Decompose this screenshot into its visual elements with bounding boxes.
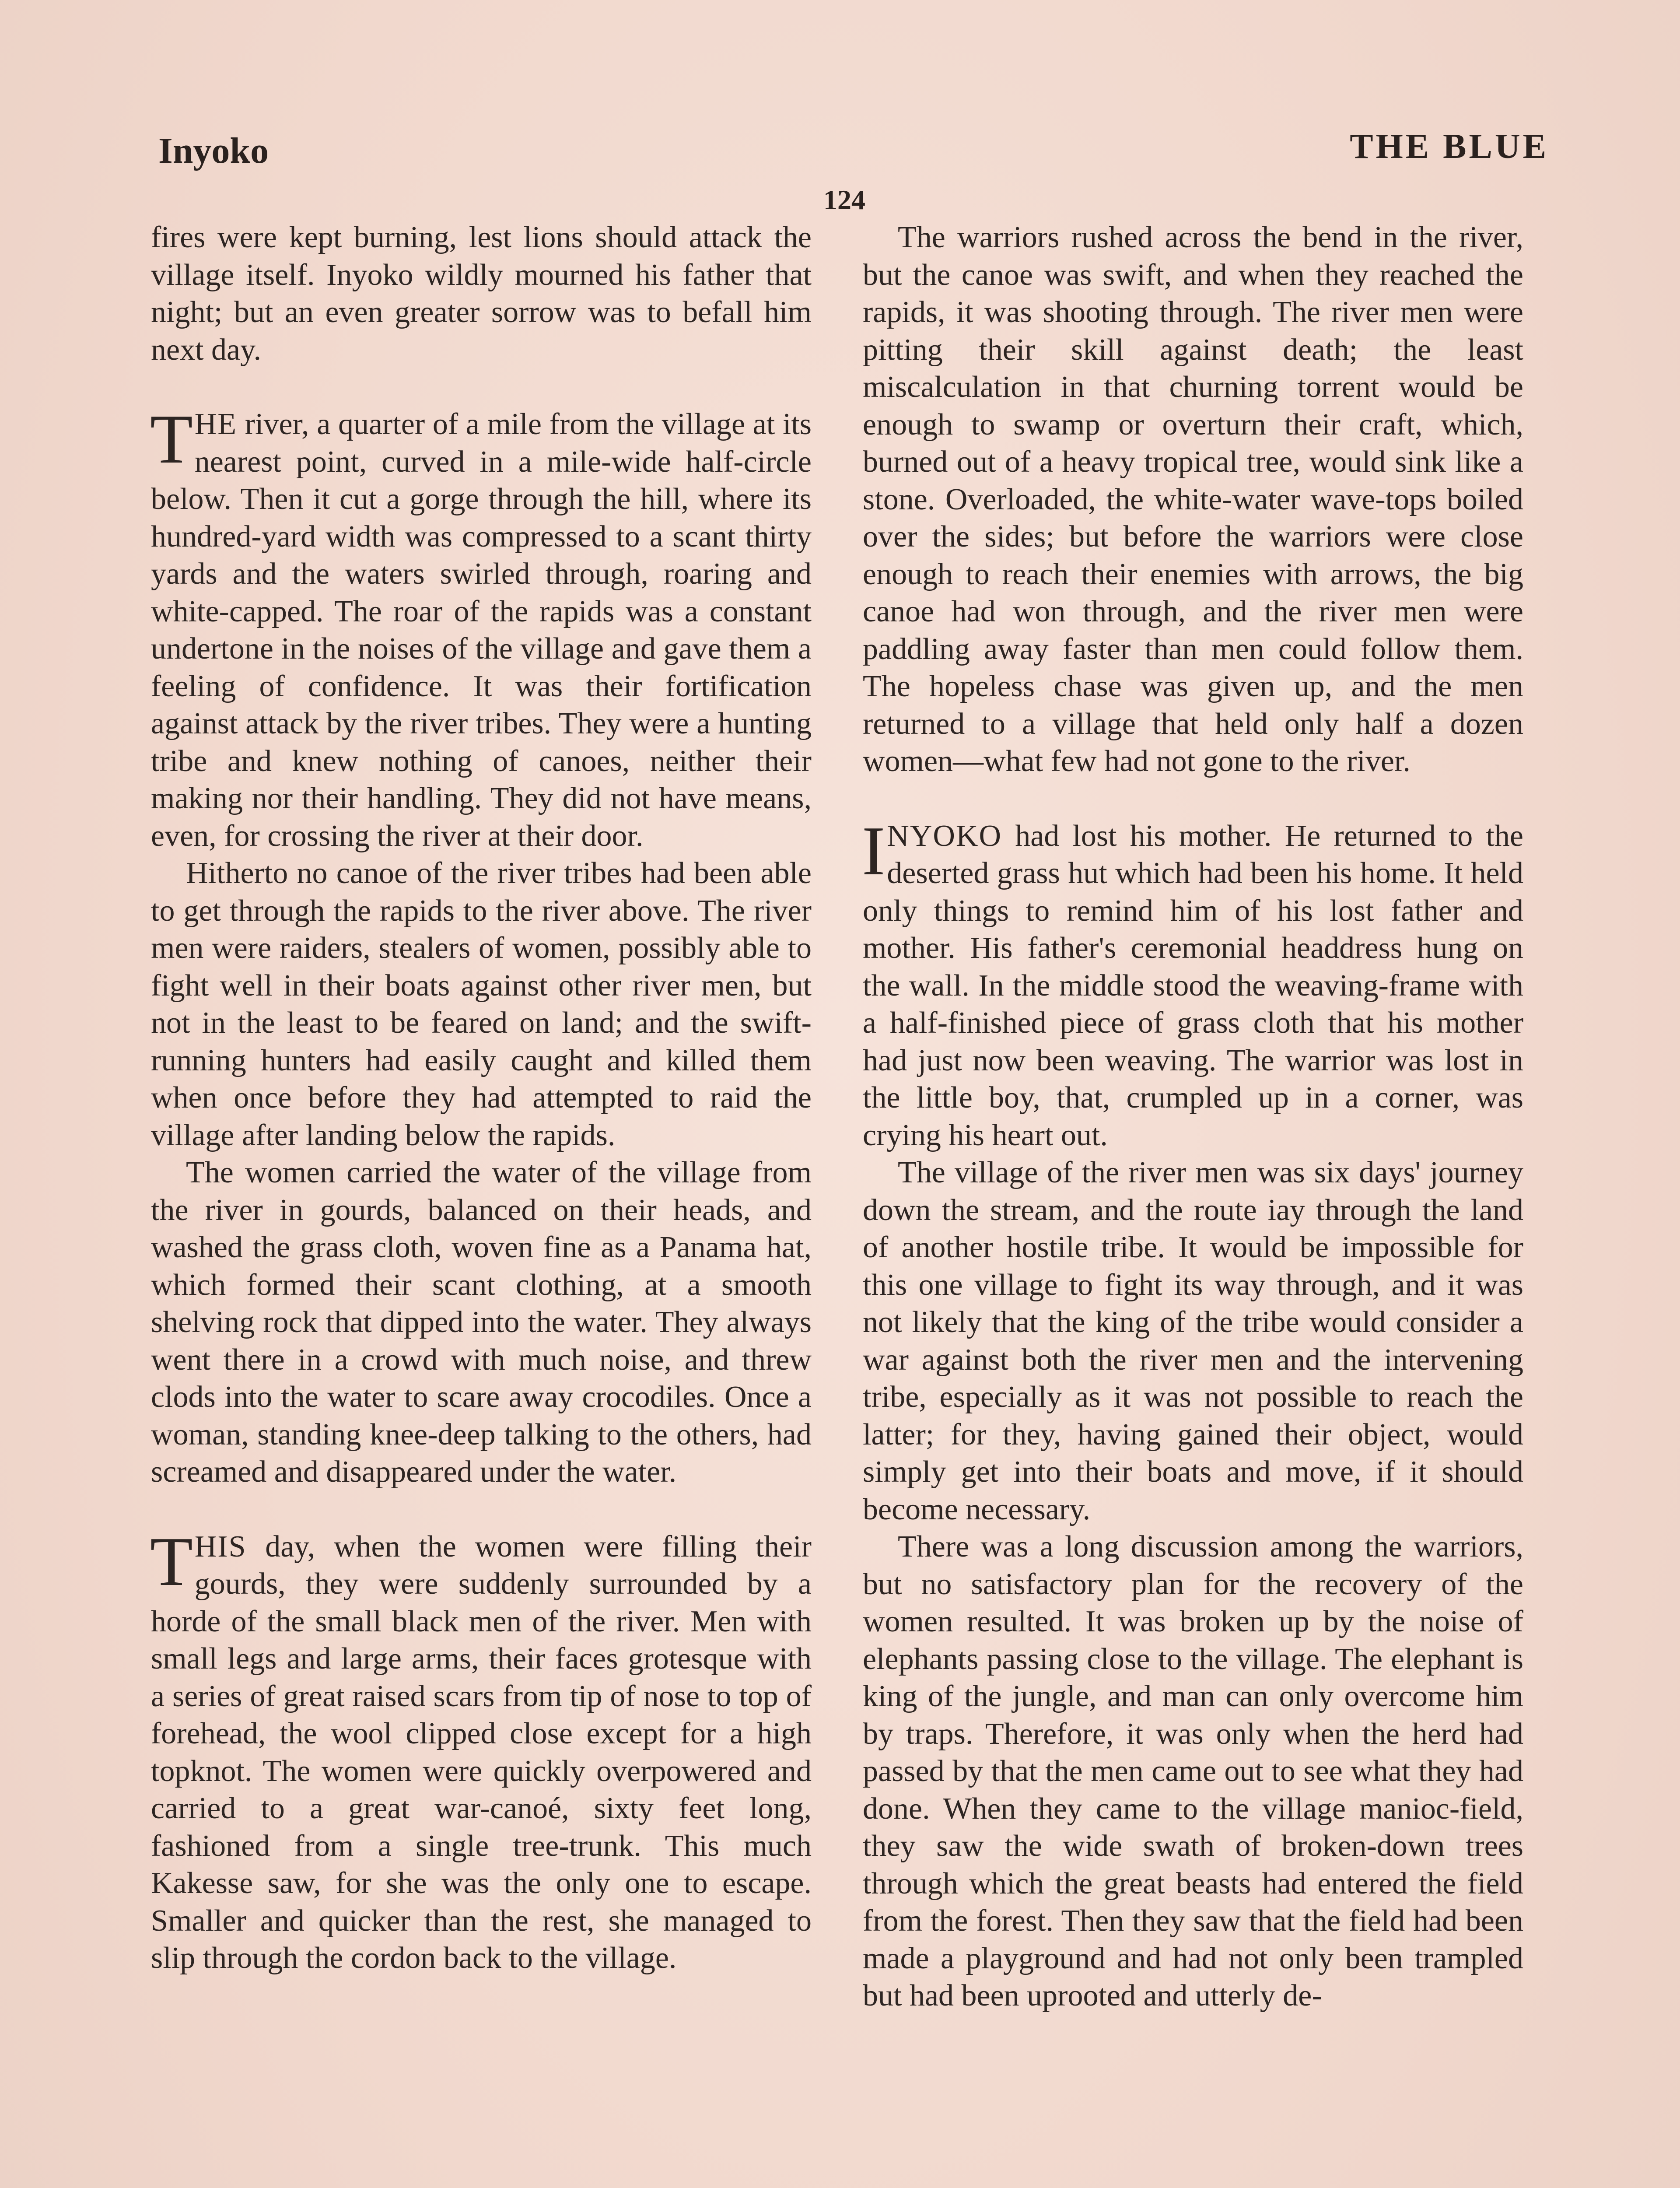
lead-caps: HIS [194, 1529, 247, 1564]
paragraph: The warriors rushed across the bend in the river, but the canoe was swift, and when they reached the rapids, it was shooting through. The river men were pitting their skill against death; the least miscalculation in that churning torrent would be enough to swamp or overturn their craft, which, burned out of a heavy tropical tree, would sink like a stone. Overloaded, the white-water wave-tops boiled over the sides; but before the warriors were close enough to reach their enemies with arrows, the big canoe had won through, and the river men were paddling away faster than men could follow them. The hopeless chase was given up, and the men returned to a village that held only half a dozen women—what few had not gone to the river. [863, 221, 1523, 778]
left-column [151, 219, 812, 1977]
paragraph [862, 811, 1523, 1154]
paragraph [150, 1522, 812, 1977]
drop-cap: I [862, 811, 886, 890]
paragraph-text: had lost his mother. He returned to the deserted grass hut which had been his home. It held only things to remind him of his lost father and mother. His father's ceremonial headdress hung on the wall. In the middle stood the weaving-frame with a half-finished piece of grass cloth that his mother had just now been weaving. The warrior was lost in the little boy, that, crumpled up in a corner, was crying his heart out. [863, 819, 1523, 1152]
paragraph: fires were kept burning, lest lions should attack the village itself. Inyoko wildly mourned his father that night; but an even greater sorrow was to befall him next day. [151, 221, 812, 367]
paragraph: Hitherto no canoe of the river tribes had been able to get through the rapids to the river above. The river men were raiders, stealers of women, possibly able to fight well in their boats against other river men, but not in the least to be feared on land; and the swift-running hunters had easily caught and killed them when once before they had attempted to raid the village after landing below the rapids. [151, 856, 812, 1152]
lead-caps: HE [194, 407, 238, 441]
paragraph: The village of the river men was six days' journey down the stream, and the route iay through the land of another hostile tribe. It would be impossible for this one village to fight its way through, and it was not likely that the king of the tribe would consider a war against both the river men and the intervening tribe, especially as it was not possible to reach the latter; for they, having gained their object, would simply get into their boats and move, if it should become necessary. [863, 1156, 1523, 1526]
page-number: 124 [823, 184, 865, 215]
right-column [863, 219, 1523, 2015]
paragraph: There was a long discussion among the warriors, but no satisfactory plan for the recovery of the women resulted. It was broken up by the noise of elephants passing close to the village. The elephant is king of the jungle, and man can only overcome him by traps. Therefore, it was only when the herd had passed by that the men came out to see what they had done. When they came to the village manioc-field, they saw the wide swath of broken-down trees through which the great beasts had entered the field from the forest. Then they saw that the field had been made a playground and had not only been trampled but had been uprooted and utterly de- [863, 1530, 1523, 2013]
drop-cap: T [150, 1522, 193, 1600]
paragraph-text: day, when the women were filling their gourds, they were suddenly surrounded by a horde of the small black men of the river. Men with small legs and large arms, their faces grotesque with a series of great raised scars from tip of nose to top of forehead, the wool clipped close except for a high topknot. The women were quickly overpowered and carried to a great war-canoé, sixty feet long, fashioned from a single tree-trunk. This much Kakesse saw, for she was the only one to escape. Smaller and quicker than the rest, she managed to slip through the cordon back to the village. [151, 1529, 812, 1975]
drop-cap: T [150, 400, 193, 478]
running-head-title: Inyoko [158, 130, 269, 171]
paragraph-text: river, a quarter of a mile from the village at its nearest point, curved in a mile-wide half-circle below. Then it cut a gorge through the hill, where its hundred-yard width was compressed to a scant thirty yards and the waters swirled through, roaring and white-capped. The roar of the rapids was a constant undertone in the noises of the village and gave them a feeling of confidence. It was their fortification against attack by the river tribes. They were a hunting tribe and knew nothing of canoes, neither their making nor their handling. They did not have means, even, for crossing the river at their door. [151, 407, 812, 853]
lead-caps: NYOKO [887, 819, 1002, 853]
running-head-magazine: THE BLUE [1350, 127, 1549, 166]
paragraph: The women carried the water of the village from the river in gourds, balanced on their heads, and washed the grass cloth, woven fine as a Panama hat, which formed their scant clothing, at a smooth shelving rock that dipped into the water. They always went there in a crowd with much noise, and threw clods into the water to scare away crocodiles. Once a woman, standing knee-deep talking to the others, had screamed and disappeared under the water. [151, 1156, 812, 1489]
paragraph [150, 400, 812, 855]
